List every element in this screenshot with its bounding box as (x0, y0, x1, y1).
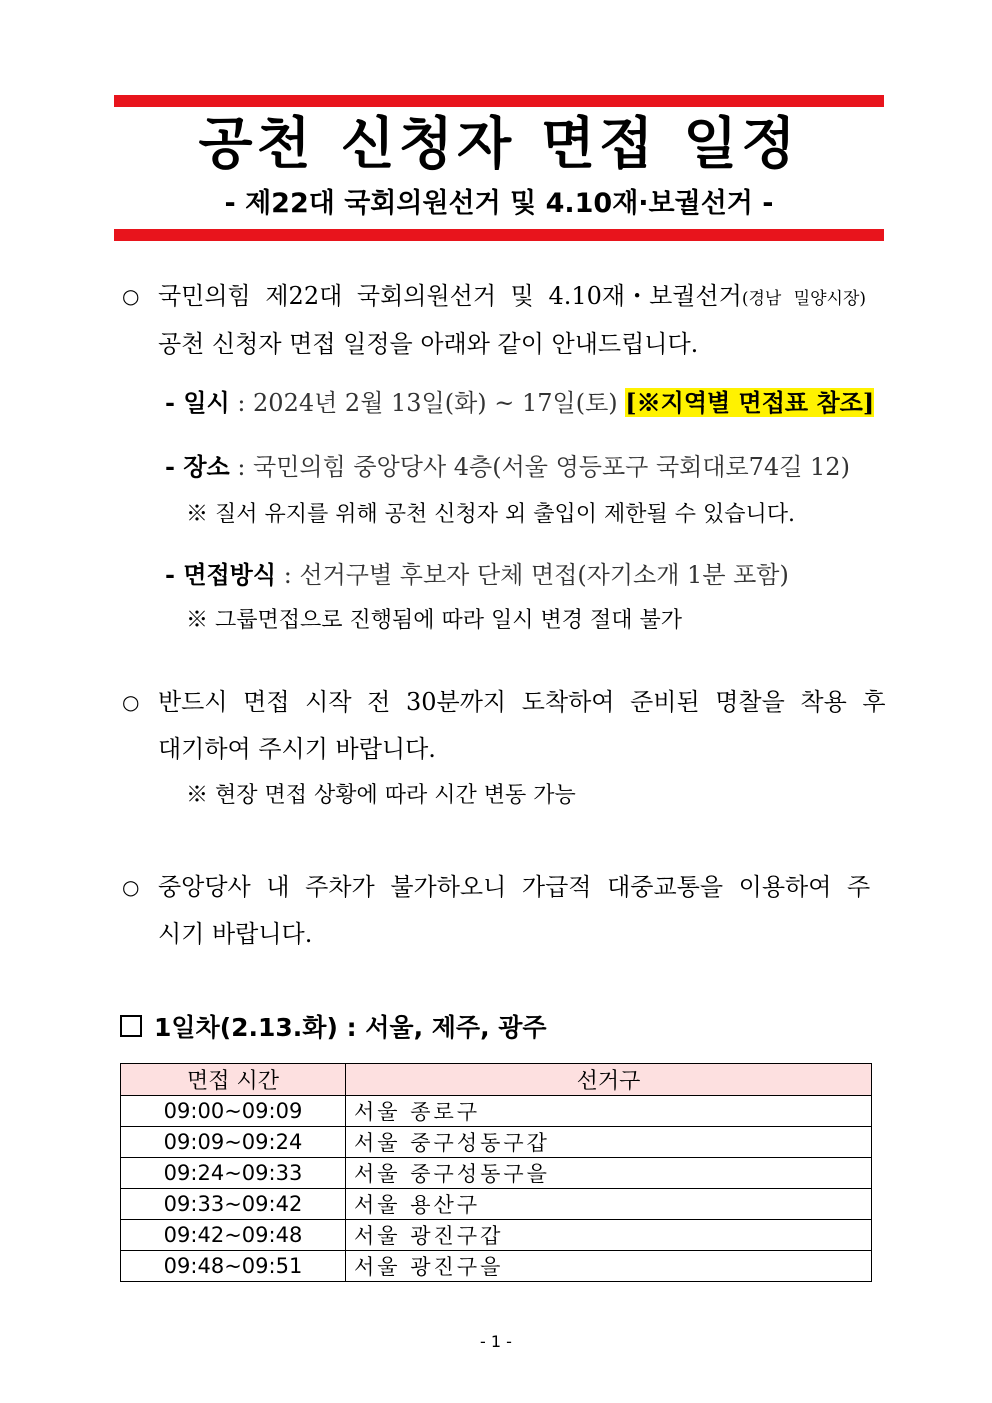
table-header-row (121, 1064, 872, 1096)
table-row (121, 1189, 872, 1220)
cell-district: 서울 광진구갑 (346, 1220, 872, 1251)
cell-district: 서울 용산구 (346, 1189, 872, 1220)
method-note: ※ 그룹면접으로 진행됨에 따라 일시 변경 절대 불가 (186, 608, 682, 633)
section2-line1: 반드시 면접 시작 전 30분까지 도착하여 준비된 명찰을 착용 후 (158, 688, 886, 716)
table-row (121, 1158, 872, 1189)
date-label: - 일시 (165, 388, 230, 417)
cell-time: 09:24~09:33 (121, 1158, 346, 1189)
cell-time: 09:48~09:51 (121, 1251, 346, 1282)
method-label: - 면접방식 (165, 560, 277, 589)
method-value: : 선거구별 후보자 단체 면접(자기소개 1분 포함) (276, 561, 789, 589)
section3-line1: 중앙당사 내 주차가 불가하오니 가급적 대중교통을 이용하여 주 (158, 873, 871, 901)
table-row (121, 1127, 872, 1158)
date-line (165, 385, 874, 421)
page-number: - 1 - (480, 1332, 512, 1351)
cell-time: 09:00~09:09 (121, 1096, 346, 1127)
bullet-1: ○ (122, 284, 140, 308)
place-value: : 국민의힘 중앙당사 4층(서울 영등포구 국회대로74길 12) (229, 453, 850, 481)
column-header-time: 면접 시간 (121, 1064, 346, 1096)
place-line (165, 449, 850, 485)
section2-line2: 대기하여 주시기 바랍니다. (158, 735, 436, 763)
method-line (165, 557, 789, 593)
schedule-table (120, 1063, 872, 1282)
cell-district: 서울 광진구을 (346, 1251, 872, 1282)
title-word: 일정 (683, 112, 800, 177)
day1-heading (120, 1008, 547, 1048)
table-row (121, 1220, 872, 1251)
page-title (114, 110, 884, 180)
title-word: 면접 (541, 112, 658, 177)
cell-time: 09:33~09:42 (121, 1189, 346, 1220)
place-note: ※ 질서 유지를 위해 공천 신청자 외 출입이 제한될 수 있습니다. (186, 502, 795, 527)
place-label: - 장소 (165, 452, 230, 481)
cell-time: 09:09~09:24 (121, 1127, 346, 1158)
cell-district: 서울 종로구 (346, 1096, 872, 1127)
table-row (121, 1096, 872, 1127)
date-value: : 2024년 2월 13일(화) ~ 17일(토) (229, 389, 626, 417)
bullet-2: ○ (122, 690, 140, 714)
cell-time: 09:42~09:48 (121, 1220, 346, 1251)
title-word: 신청자 (340, 112, 516, 177)
checkbox-square-icon (120, 1015, 142, 1037)
day1-heading-text: 1일차(2.13.화) : 서울, 제주, 광주 (154, 1013, 547, 1042)
bottom-red-bar (114, 229, 884, 241)
section1-line1 (158, 278, 876, 317)
date-highlight: [※지역별 면접표 참조] (625, 388, 875, 417)
column-header-district: 선거구 (346, 1064, 872, 1096)
top-red-bar (114, 95, 884, 107)
title-word: 공천 (198, 112, 315, 177)
section2-note: ※ 현장 면접 상황에 따라 시간 변동 가능 (186, 783, 576, 808)
section1-line1-main: 국민의힘 제22대 국회의원선거 및 4.10재・보궐선거 (158, 282, 742, 310)
page-subtitle: - 제22대 국회의원선거 및 4.10재·보궐선거 - (224, 188, 774, 219)
bullet-3: ○ (122, 875, 140, 899)
section1-line1-small: (경남 밀양시장) (741, 289, 867, 309)
cell-district: 서울 중구성동구을 (346, 1158, 872, 1189)
section1-line2: 공천 신청자 면접 일정을 아래와 같이 안내드립니다. (158, 330, 699, 358)
cell-district: 서울 중구성동구갑 (346, 1127, 872, 1158)
section3-line2: 시기 바랍니다. (158, 920, 313, 948)
table-row (121, 1251, 872, 1282)
